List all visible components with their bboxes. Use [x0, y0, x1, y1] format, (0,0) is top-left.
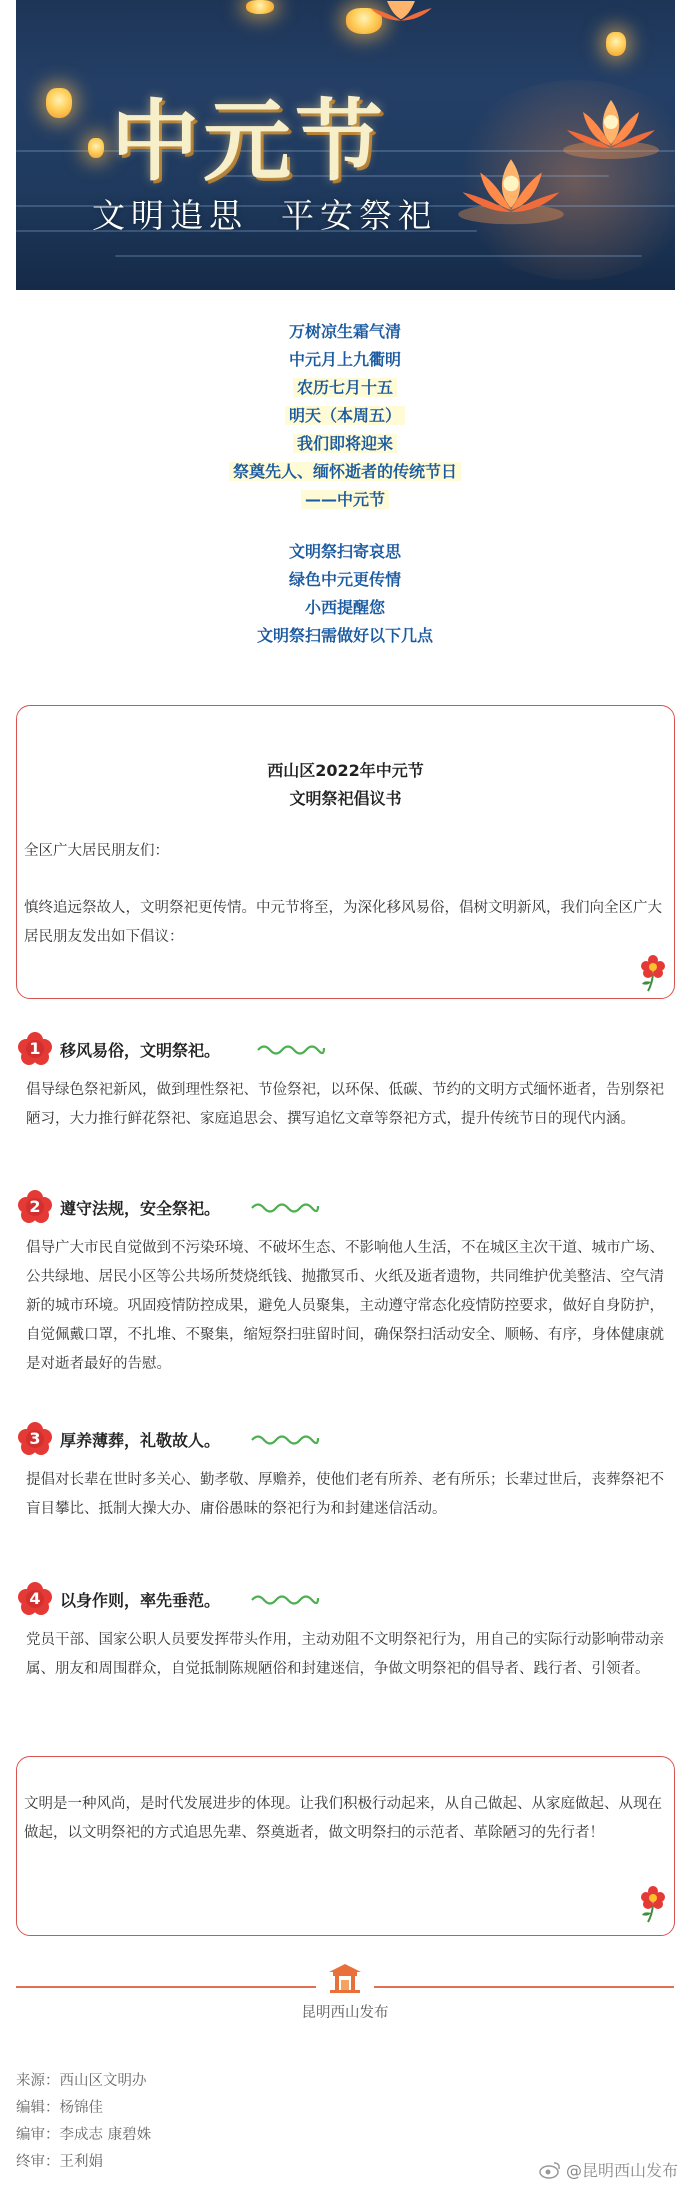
- proposal-section: [18, 1422, 678, 1524]
- lotus-lamp-icon: [366, 0, 436, 30]
- lotus-lamp-icon: [456, 150, 566, 228]
- section-header: [18, 1032, 678, 1066]
- credit-final-reviewer: 终审：王利娟: [16, 2154, 103, 2170]
- poem-line-text: 文明祭扫需做好以下几点: [256, 626, 433, 645]
- credit-source: 来源：西山区文明办: [16, 2073, 147, 2089]
- poem-line-text: 小西提醒您: [304, 598, 385, 617]
- section-header: [18, 1422, 678, 1456]
- poem-line-text: 我们即将迎来: [293, 434, 397, 453]
- section-number: 2: [29, 1197, 41, 1216]
- section-header: [18, 1582, 678, 1616]
- banner-subtitle: 文明追思 平安祭祀: [92, 196, 437, 235]
- poem-block-b: [0, 538, 690, 650]
- lantern-icon: [88, 138, 104, 158]
- section-title: 以身作则，率先垂范。: [60, 1591, 221, 1610]
- section-text: 倡导广大市民自觉做到不污染环境、不破坏生态、不影响他人生活，不在城区主次干道、城市广场、公共绿地、居民小区等公共场所焚烧纸钱、抛撒冥币、火纸及逝者遗物，共同维护优美整洁、空气清新的城市环境。巩固疫情防控成果，避免人员聚集，主动遵守常态化疫情防控要求，做好自身防护，自觉佩戴口罩，不扎堆、不聚集，缩短祭扫驻留时间，确保祭扫活动安全、顺畅、有序，身体健康就是对逝者最好的告慰。: [26, 1240, 664, 1372]
- poem-line: [0, 594, 690, 622]
- poem-line: [0, 318, 690, 346]
- publisher-name: 昆明西山发布: [301, 2005, 389, 2021]
- proposal-section: [18, 1032, 678, 1134]
- poem-line: [0, 458, 690, 486]
- section-number: 4: [29, 1589, 41, 1608]
- lantern-icon: [606, 32, 626, 56]
- poem-line: [0, 622, 690, 650]
- number-flower-icon: [18, 1190, 52, 1224]
- section-number: 1: [29, 1039, 41, 1058]
- lotus-lamp-icon: [561, 92, 661, 162]
- poem-line: [0, 346, 690, 374]
- watermark-text: @昆明西山发布: [565, 2161, 678, 2180]
- poem-block-a: [0, 318, 690, 514]
- weibo-icon: [539, 2161, 561, 2179]
- section-header: [18, 1190, 678, 1224]
- closing-text: 文明是一种风尚，是时代发展进步的体现。让我们积极行动起来，从自己做起、从家庭做起、从现在做起，以文明祭祀的方式追思先辈、祭奠逝者，做文明祭扫的示范者、革除陋习的先行者！: [24, 1796, 662, 1841]
- number-flower-icon: [18, 1422, 52, 1456]
- squiggle-icon: [250, 1200, 320, 1214]
- banner-title: 中元节: [111, 89, 388, 193]
- section-text: 倡导绿色祭祀新风，做到理性祭祀、节俭祭祀，以环保、低碳、节约的文明方式缅怀逝者，告别祭祀陋习，大力推行鲜花祭祀、家庭追思会、撰写追忆文章等祭祀方式，提升传统节日的现代内涵。: [26, 1082, 664, 1127]
- section-title: 移风易俗，文明祭祀。: [60, 1041, 221, 1060]
- poem-line: [0, 486, 690, 514]
- poem-line: [0, 374, 690, 402]
- poem-line-text: ——中元节: [301, 490, 389, 509]
- footer-divider-right: [374, 1986, 674, 1988]
- proposal-section: [18, 1190, 678, 1379]
- squiggle-icon: [256, 1042, 326, 1056]
- section-number: 3: [29, 1429, 41, 1448]
- banner-image: [16, 0, 675, 290]
- poem-line-text: 中元月上九衢明: [288, 350, 401, 369]
- closing-card: [16, 1756, 675, 1936]
- squiggle-icon: [250, 1592, 320, 1606]
- credit-reviewer: 编审：李成志 康碧姝: [16, 2127, 152, 2143]
- proposal-title-line2: 文明祭祀倡议书: [289, 789, 402, 808]
- poem-line: [0, 402, 690, 430]
- poem-line-text: 祭奠先人、缅怀逝者的传统节日: [229, 462, 461, 481]
- proposal-card: [16, 705, 675, 999]
- section-text: 党员干部、国家公职人员要发挥带头作用，主动劝阻不文明祭祀行为，用自己的实际行动影响带动亲属、朋友和周围群众，自觉抵制陈规陋俗和封建迷信，争做文明祭祀的倡导者、践行者、引领者。: [26, 1632, 664, 1677]
- proposal-section: [18, 1582, 678, 1684]
- poem-line-text: 文明祭扫寄哀思: [288, 542, 401, 561]
- sparkle-flower-icon: [638, 954, 668, 992]
- proposal-greeting: 全区广大居民朋友们：: [24, 843, 169, 859]
- section-title: 遵守法规，安全祭祀。: [60, 1199, 221, 1218]
- poem-line-text: 万树凉生霜气清: [288, 322, 401, 341]
- poem: [0, 318, 690, 650]
- poem-line: [0, 430, 690, 458]
- watermark: [539, 2158, 678, 2181]
- poem-line-text: 农历七月十五: [293, 378, 397, 397]
- section-text: 提倡对长辈在世时多关心、勤孝敬、厚赡养，使他们老有所养、老有所乐；长辈过世后，丧葬祭祀不盲目攀比、抵制大操大办、庸俗愚昧的祭祀行为和封建迷信活动。: [26, 1472, 664, 1517]
- footer-divider-left: [16, 1986, 316, 1988]
- number-flower-icon: [18, 1582, 52, 1616]
- proposal-title-line1: 西山区2022年中元节: [267, 761, 424, 780]
- pavilion-icon: [327, 1962, 363, 1994]
- credit-editor: 编辑：杨锦佳: [16, 2100, 103, 2116]
- proposal-intro: 慎终追远祭故人，文明祭祀更传情。中元节将至，为深化移风易俗，倡树文明新风，我们向全区广大居民朋友发出如下倡议：: [24, 900, 662, 945]
- section-title: 厚养薄葬，礼敬故人。: [60, 1431, 221, 1450]
- poem-line-text: 明天（本周五）: [285, 406, 405, 425]
- squiggle-icon: [250, 1432, 320, 1446]
- poem-line-text: 绿色中元更传情: [288, 570, 401, 589]
- lantern-icon: [46, 88, 72, 118]
- poem-line: [0, 566, 690, 594]
- lantern-icon: [246, 0, 274, 14]
- number-flower-icon: [18, 1032, 52, 1066]
- sparkle-flower-icon: [638, 1885, 668, 1923]
- poem-line: [0, 538, 690, 566]
